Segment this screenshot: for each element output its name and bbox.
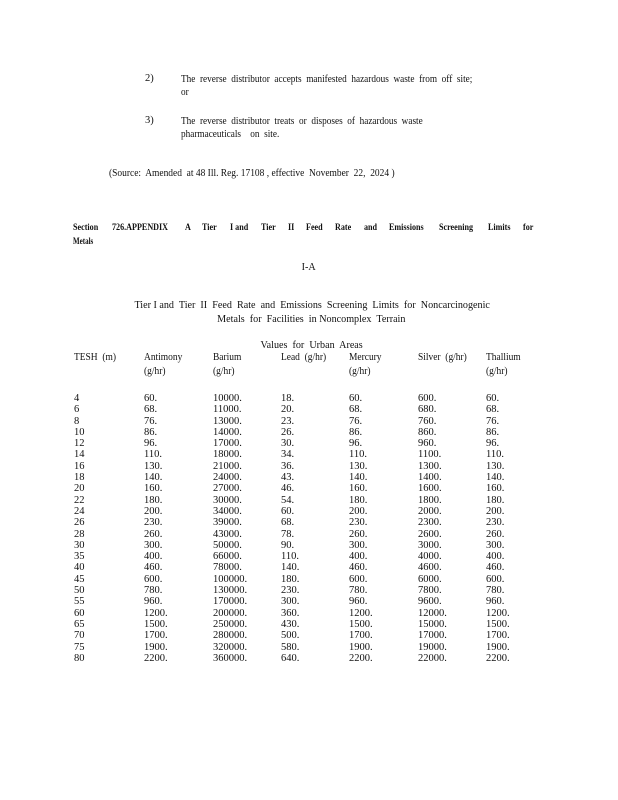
cell-lead: 43.	[281, 472, 295, 484]
cell-lead: 20.	[281, 404, 295, 416]
cell-barium: 200000.	[213, 607, 248, 619]
cell-antimony: 2200.	[144, 652, 168, 664]
cell-silver: 3000.	[418, 539, 442, 551]
section-heading-word: Section	[73, 222, 99, 232]
cell-barium: 320000.	[213, 641, 248, 653]
cell-silver: 15000.	[418, 618, 447, 630]
cell-thallium: 180.	[486, 494, 505, 506]
table-row	[74, 506, 536, 517]
metals-limits-table	[74, 351, 536, 664]
cell-mercury: 1900.	[349, 641, 373, 653]
cell-thallium: 1700.	[486, 630, 510, 642]
section-heading-word: II	[287, 222, 295, 232]
column-header-unit: (g/hr)	[349, 366, 371, 377]
column-header-line: TESH (m)	[74, 352, 117, 363]
column-header-lead	[281, 351, 349, 393]
cell-mercury: 110.	[349, 449, 367, 461]
cell-lead: 640.	[281, 652, 300, 664]
cell-barium: 10000.	[213, 393, 242, 404]
column-header-unit: (g/hr)	[144, 366, 166, 377]
table-row	[74, 596, 536, 607]
cell-thallium: 200.	[486, 505, 505, 517]
column-header-unit: (g/hr)	[213, 366, 235, 377]
cell-thallium: 300.	[486, 539, 505, 551]
list-item-line: The reverse distributor accepts manifested hazardous waste from off site;	[181, 74, 473, 85]
cell-lead: 230.	[281, 585, 300, 597]
cell-barium: 100000.	[213, 573, 248, 585]
cell-barium: 14000.	[213, 426, 242, 438]
cell-antimony: 400.	[144, 551, 163, 563]
cell-lead: 140.	[281, 562, 300, 574]
table-row	[74, 529, 536, 540]
cell-lead: 26.	[281, 426, 295, 438]
cell-lead: 430.	[281, 618, 300, 630]
cell-barium: 360000.	[213, 652, 248, 664]
column-header-line: Barium	[213, 352, 242, 363]
cell-mercury: 68.	[349, 404, 363, 416]
cell-tesh: 8	[74, 415, 80, 427]
section-heading-word: Tier	[202, 222, 218, 232]
cell-lead: 36.	[281, 460, 295, 472]
cell-barium: 78000.	[213, 562, 242, 574]
cell-silver: 600.	[418, 393, 437, 404]
cell-barium: 50000.	[213, 539, 242, 551]
section-heading-word: 726.APPENDIX	[111, 222, 168, 232]
cell-thallium: 2200.	[486, 652, 510, 664]
cell-silver: 1100.	[418, 449, 442, 461]
cell-barium: 27000.	[213, 483, 242, 495]
column-header-line: Thallium	[486, 352, 521, 363]
list-item-text	[181, 115, 423, 141]
cell-thallium: 96.	[486, 438, 500, 450]
cell-lead: 46.	[281, 483, 295, 495]
column-header-line: Antimony	[144, 352, 183, 363]
cell-antimony: 76.	[144, 415, 158, 427]
cell-antimony: 1700.	[144, 630, 168, 642]
cell-mercury: 140.	[349, 472, 368, 484]
column-header-line: Mercury	[349, 352, 382, 363]
cell-lead: 18.	[281, 393, 295, 404]
cell-silver: 1600.	[418, 483, 442, 495]
section-heading-continuation: Metals	[73, 236, 94, 246]
section-heading-word: Screening	[438, 222, 473, 232]
cell-lead: 580.	[281, 641, 300, 653]
cell-barium: 43000.	[213, 528, 242, 540]
table-row	[74, 404, 536, 415]
cell-antimony: 130.	[144, 460, 163, 472]
cell-lead: 68.	[281, 517, 295, 529]
cell-mercury: 60.	[349, 393, 363, 404]
cell-tesh: 6	[74, 404, 80, 416]
cell-thallium: 1200.	[486, 607, 510, 619]
cell-tesh: 35	[74, 551, 85, 563]
section-heading-word: Feed	[305, 222, 323, 232]
cell-barium: 280000.	[213, 630, 248, 642]
cell-silver: 960.	[418, 438, 437, 450]
list-number: 2)	[145, 73, 154, 84]
cell-antimony: 180.	[144, 494, 163, 506]
cell-mercury: 160.	[349, 483, 368, 495]
column-header-antimony	[144, 351, 213, 393]
cell-tesh: 50	[74, 585, 85, 597]
column-header-line: Silver (g/hr)	[418, 352, 467, 363]
table-title-line: Tier I and Tier II Feed Rate and Emissions Screening Limits for Noncarcinogenic	[134, 299, 490, 311]
table-row	[74, 483, 536, 494]
section-heading	[73, 222, 535, 232]
column-header-silver	[418, 351, 486, 393]
cell-barium: 130000.	[213, 585, 248, 597]
cell-silver: 17000.	[418, 630, 447, 642]
cell-barium: 34000.	[213, 505, 242, 517]
table-row	[74, 608, 536, 619]
cell-antimony: 460.	[144, 562, 163, 574]
cell-antimony: 1500.	[144, 618, 168, 630]
cell-mercury: 2200.	[349, 652, 373, 664]
cell-mercury: 600.	[349, 573, 368, 585]
cell-tesh: 75	[74, 641, 85, 653]
cell-antimony: 600.	[144, 573, 163, 585]
column-header-unit: (g/hr)	[486, 366, 508, 377]
section-heading-word: Limits	[487, 222, 511, 232]
cell-silver: 860.	[418, 426, 437, 438]
cell-mercury: 960.	[349, 596, 368, 608]
cell-antimony: 110.	[144, 449, 162, 461]
cell-tesh: 65	[74, 618, 85, 630]
table-row	[74, 416, 536, 427]
cell-barium: 250000.	[213, 618, 248, 630]
cell-thallium: 76.	[486, 415, 500, 427]
cell-thallium: 60.	[486, 393, 500, 404]
cell-tesh: 4	[74, 393, 80, 404]
cell-antimony: 96.	[144, 438, 158, 450]
cell-thallium: 130.	[486, 460, 505, 472]
cell-thallium: 1500.	[486, 618, 510, 630]
cell-tesh: 20	[74, 483, 85, 495]
list-item-line: The reverse distributor treats or disposes of hazardous waste	[181, 116, 423, 127]
table-row	[74, 653, 536, 664]
cell-lead: 23.	[281, 415, 295, 427]
cell-thallium: 1900.	[486, 641, 510, 653]
cell-mercury: 460.	[349, 562, 368, 574]
cell-thallium: 600.	[486, 573, 505, 585]
cell-tesh: 10	[74, 426, 85, 438]
cell-mercury: 780.	[349, 585, 368, 597]
cell-silver: 9600.	[418, 596, 442, 608]
table-row	[74, 427, 536, 438]
cell-mercury: 76.	[349, 415, 363, 427]
table-header-row	[74, 351, 536, 393]
list-item-line: pharmaceuticals on site.	[181, 129, 280, 140]
cell-silver: 22000.	[418, 652, 447, 664]
source-note: (Source: Amended at 48 Ill. Reg. 17108 , effective November 22, 2024 )	[109, 168, 395, 179]
cell-thallium: 400.	[486, 551, 505, 563]
cell-antimony: 200.	[144, 505, 163, 517]
cell-lead: 180.	[281, 573, 300, 585]
table-row	[74, 562, 536, 573]
cell-lead: 60.	[281, 505, 295, 517]
cell-mercury: 130.	[349, 460, 368, 472]
cell-barium: 30000.	[213, 494, 242, 506]
cell-silver: 19000.	[418, 641, 447, 653]
cell-tesh: 55	[74, 596, 85, 608]
section-heading-word: Emissions	[389, 222, 425, 232]
section-heading-word: I and	[229, 222, 248, 232]
cell-thallium: 260.	[486, 528, 505, 540]
cell-antimony: 1200.	[144, 607, 168, 619]
cell-antimony: 160.	[144, 483, 163, 495]
cell-silver: 1300.	[418, 460, 442, 472]
cell-barium: 66000.	[213, 551, 242, 563]
cell-silver: 7800.	[418, 585, 442, 597]
cell-tesh: 26	[74, 517, 85, 529]
cell-tesh: 70	[74, 630, 85, 642]
table-subtitle-text: Values for Urban Areas	[260, 339, 363, 351]
cell-mercury: 1500.	[349, 618, 373, 630]
cell-lead: 34.	[281, 449, 295, 461]
column-header-tesh	[74, 351, 144, 393]
cell-barium: 13000.	[213, 415, 242, 427]
list-number: 3)	[145, 115, 154, 126]
cell-mercury: 400.	[349, 551, 368, 563]
cell-mercury: 180.	[349, 494, 368, 506]
cell-lead: 78.	[281, 528, 295, 540]
cell-thallium: 230.	[486, 517, 505, 529]
cell-silver: 1400.	[418, 472, 442, 484]
table-subtitle	[0, 327, 618, 351]
cell-mercury: 96.	[349, 438, 363, 450]
cell-thallium: 460.	[486, 562, 505, 574]
cell-silver: 2000.	[418, 505, 442, 517]
cell-tesh: 60	[74, 607, 85, 619]
section-heading-word: A	[185, 222, 191, 232]
cell-lead: 300.	[281, 596, 300, 608]
cell-silver: 6000.	[418, 573, 442, 585]
table-row	[74, 495, 536, 506]
cell-thallium: 140.	[486, 472, 505, 484]
cell-silver: 2600.	[418, 528, 442, 540]
cell-barium: 21000.	[213, 460, 242, 472]
column-header-mercury	[349, 351, 418, 393]
cell-silver: 680.	[418, 404, 437, 416]
cell-antimony: 260.	[144, 528, 163, 540]
cell-mercury: 86.	[349, 426, 363, 438]
table-title	[0, 301, 618, 325]
column-header-line: Lead (g/hr)	[281, 352, 327, 363]
table-row	[74, 574, 536, 585]
cell-lead: 90.	[281, 539, 295, 551]
cell-antimony: 960.	[144, 596, 163, 608]
cell-thallium: 110.	[486, 449, 504, 461]
cell-barium: 18000.	[213, 449, 242, 461]
cell-antimony: 300.	[144, 539, 163, 551]
table-row	[74, 449, 536, 460]
cell-mercury: 1200.	[349, 607, 373, 619]
cell-silver: 760.	[418, 415, 437, 427]
cell-lead: 110.	[281, 551, 299, 563]
cell-tesh: 24	[74, 505, 85, 517]
cell-thallium: 780.	[486, 585, 505, 597]
cell-tesh: 12	[74, 438, 85, 450]
cell-antimony: 60.	[144, 393, 158, 404]
table-row	[74, 438, 536, 449]
table-row	[74, 461, 536, 472]
cell-mercury: 300.	[349, 539, 368, 551]
cell-lead: 500.	[281, 630, 300, 642]
cell-tesh: 45	[74, 573, 85, 585]
cell-barium: 17000.	[213, 438, 242, 450]
cell-thallium: 960.	[486, 596, 505, 608]
table-row	[74, 585, 536, 596]
table-row	[74, 619, 536, 630]
section-heading-word: Tier	[260, 222, 276, 232]
table-row	[74, 517, 536, 528]
cell-tesh: 16	[74, 460, 85, 472]
appendix-label-text: I-A	[301, 261, 317, 273]
cell-tesh: 18	[74, 472, 85, 484]
cell-silver: 4600.	[418, 562, 442, 574]
appendix-label	[0, 261, 618, 273]
list-item-text	[181, 73, 524, 99]
column-header-barium	[213, 351, 281, 393]
column-header-thallium	[486, 351, 536, 393]
table-row	[74, 472, 536, 483]
cell-antimony: 230.	[144, 517, 163, 529]
cell-antimony: 86.	[144, 426, 158, 438]
cell-antimony: 1900.	[144, 641, 168, 653]
cell-silver: 4000.	[418, 551, 442, 563]
table-row	[74, 642, 536, 653]
cell-thallium: 160.	[486, 483, 505, 495]
section-heading-word: and	[364, 222, 378, 232]
cell-lead: 30.	[281, 438, 295, 450]
cell-barium: 24000.	[213, 472, 242, 484]
cell-mercury: 260.	[349, 528, 368, 540]
cell-mercury: 200.	[349, 505, 368, 517]
cell-lead: 360.	[281, 607, 300, 619]
table-row	[74, 551, 536, 562]
table-body	[74, 393, 536, 664]
cell-tesh: 22	[74, 494, 85, 506]
cell-antimony: 780.	[144, 585, 163, 597]
list-item-line: or	[181, 87, 189, 98]
section-heading-word: for	[523, 222, 534, 232]
table-row	[74, 393, 536, 404]
cell-lead: 54.	[281, 494, 295, 506]
cell-silver: 1800.	[418, 494, 442, 506]
section-heading-word: Rate	[335, 222, 352, 232]
cell-barium: 170000.	[213, 596, 248, 608]
cell-mercury: 230.	[349, 517, 368, 529]
cell-mercury: 1700.	[349, 630, 373, 642]
cell-barium: 11000.	[213, 404, 242, 416]
cell-tesh: 80	[74, 652, 85, 664]
cell-silver: 2300.	[418, 517, 442, 529]
table-row	[74, 630, 536, 641]
cell-thallium: 68.	[486, 404, 500, 416]
cell-antimony: 140.	[144, 472, 163, 484]
table-title-line: Metals for Facilities in Noncomplex Terrain	[217, 313, 406, 325]
cell-antimony: 68.	[144, 404, 158, 416]
cell-tesh: 28	[74, 528, 85, 540]
cell-thallium: 86.	[486, 426, 500, 438]
cell-barium: 39000.	[213, 517, 242, 529]
table-row	[74, 540, 536, 551]
cell-tesh: 40	[74, 562, 85, 574]
cell-silver: 12000.	[418, 607, 447, 619]
cell-tesh: 30	[74, 539, 85, 551]
cell-tesh: 14	[74, 449, 85, 461]
